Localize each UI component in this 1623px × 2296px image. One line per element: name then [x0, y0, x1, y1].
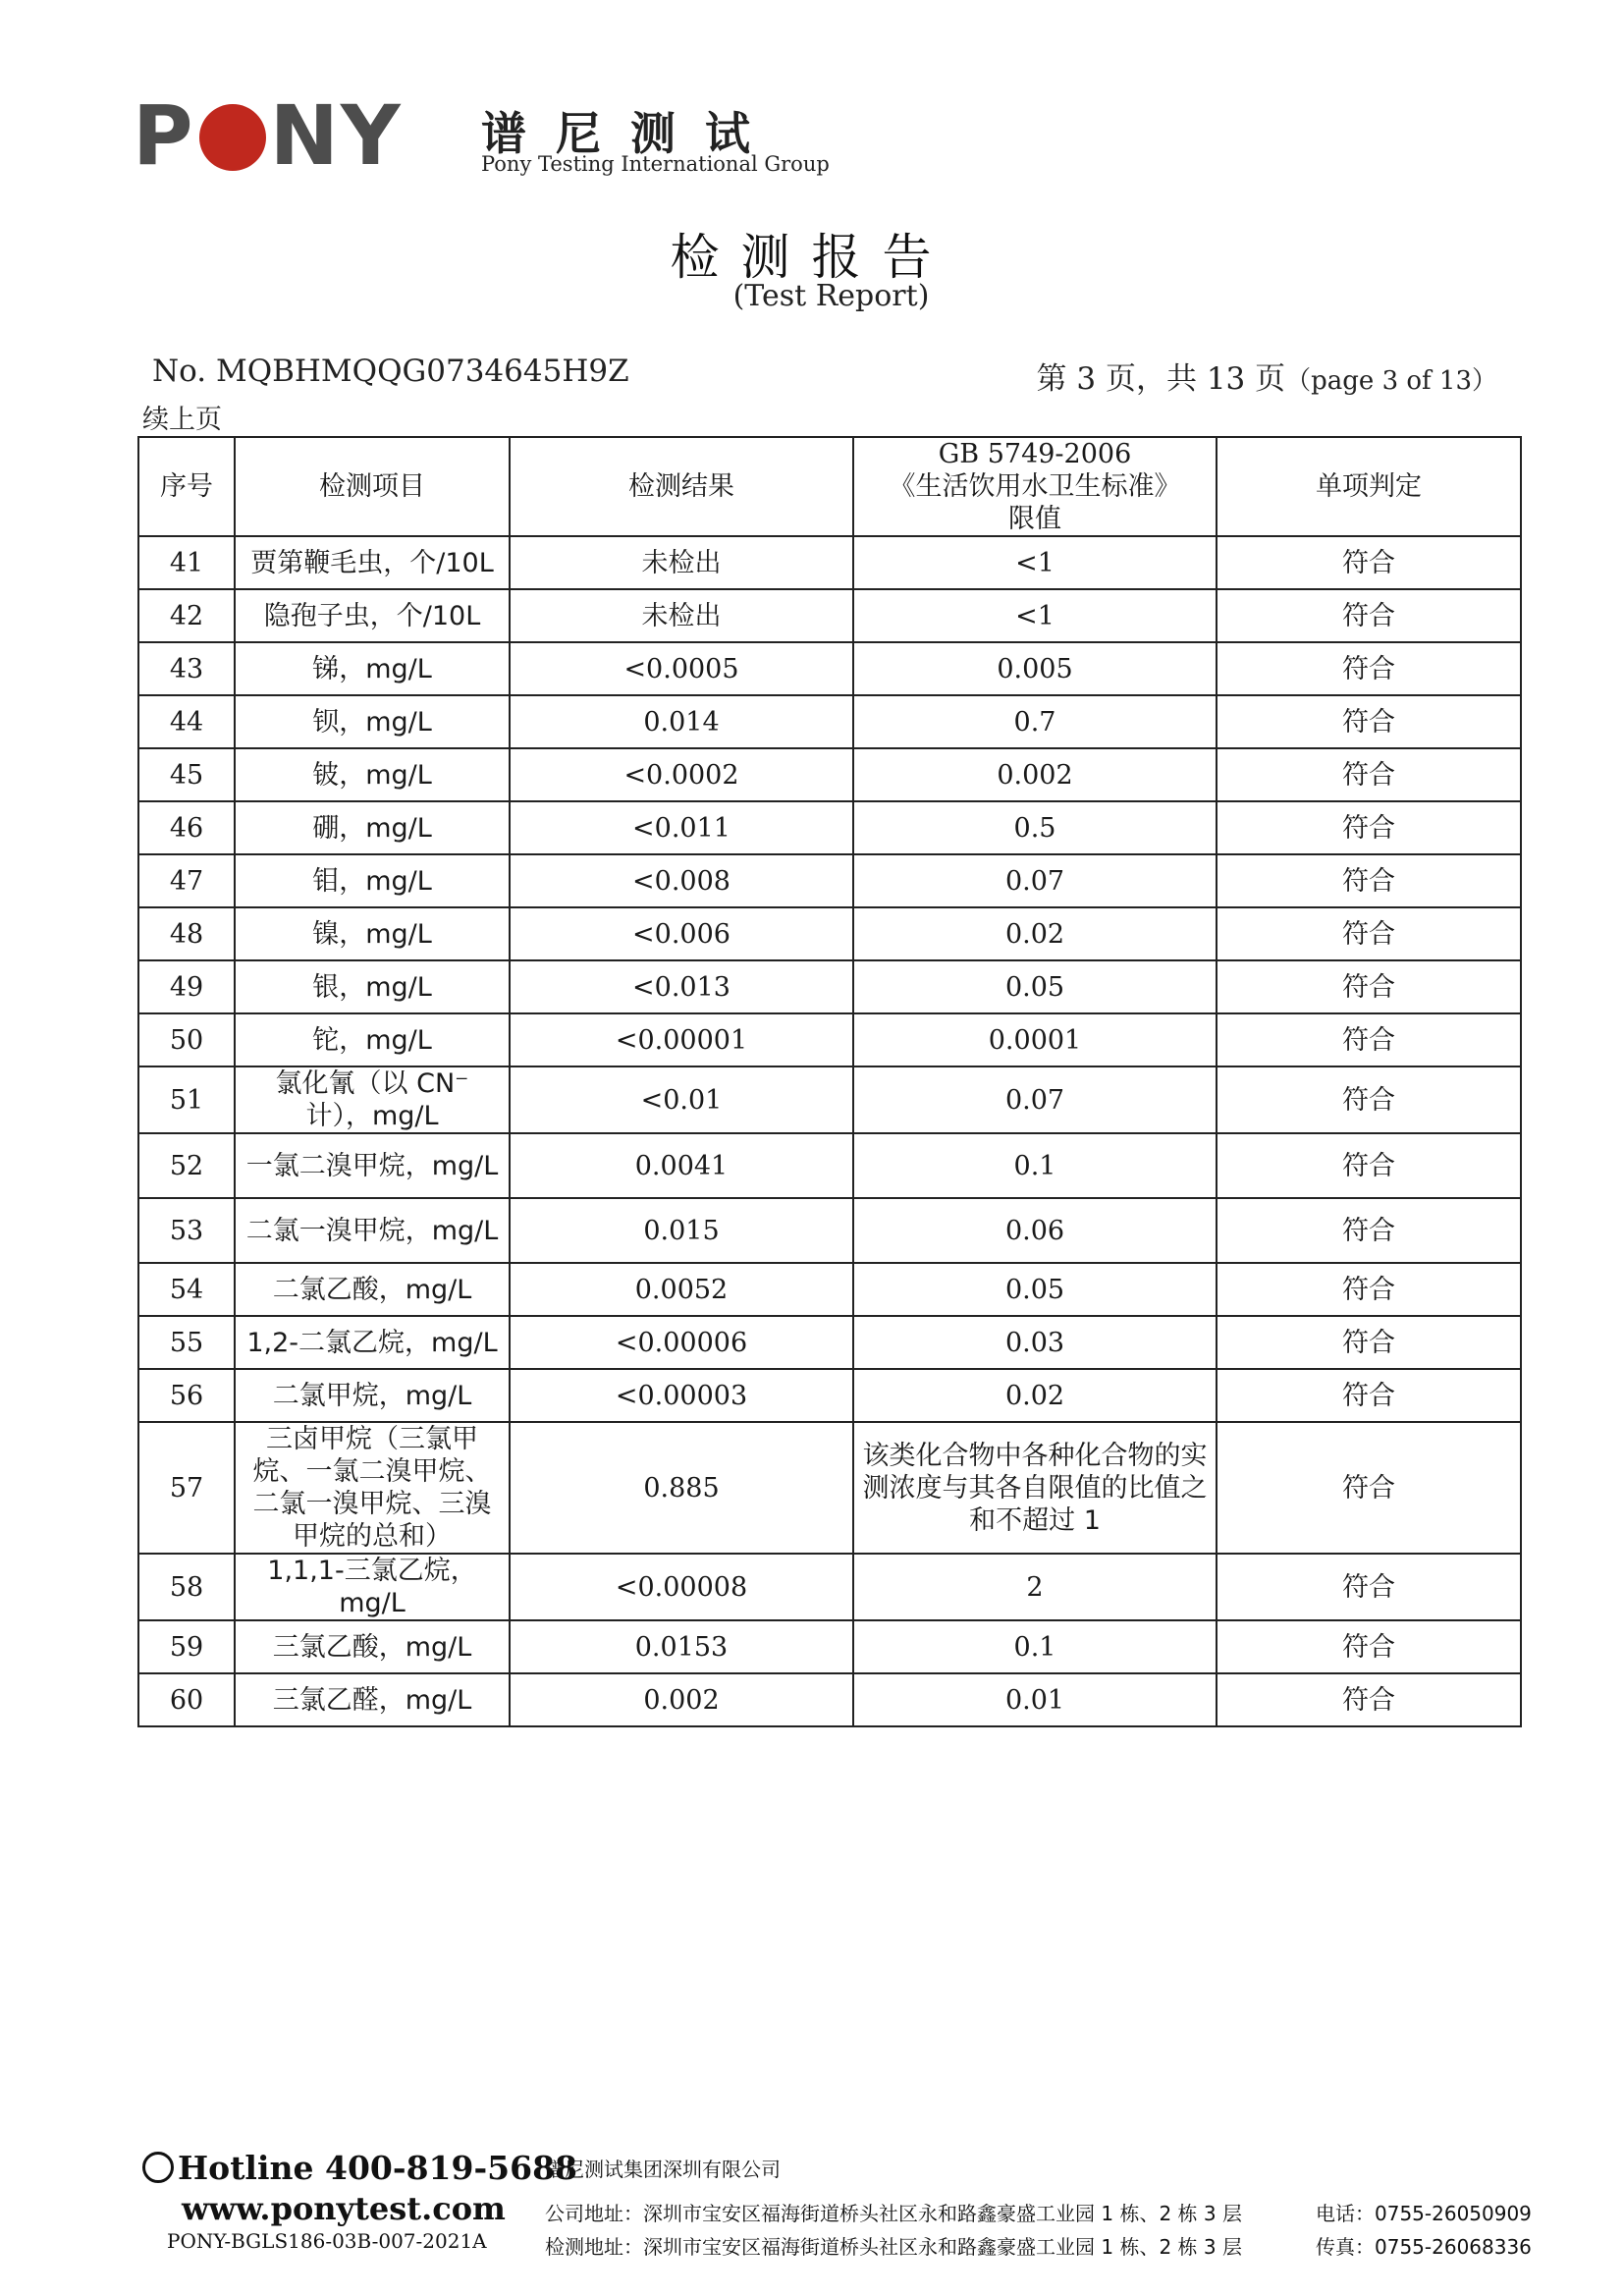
table-row	[138, 960, 1521, 1013]
table-row	[138, 589, 1521, 642]
cell-judgement: 符合	[1217, 1673, 1521, 1726]
hotline	[142, 2149, 577, 2187]
cell-judgement: 符合	[1217, 1422, 1521, 1554]
logo-dot	[199, 104, 266, 171]
cell-seq: 56	[138, 1369, 235, 1422]
hotline-text: Hotline 400-819-5688	[178, 2149, 577, 2187]
cell-limit: 0.01	[853, 1673, 1217, 1726]
cell-result: 0.015	[510, 1198, 853, 1263]
cell-seq: 55	[138, 1316, 235, 1369]
header-limit-label: 限值	[1008, 504, 1061, 534]
cell-seq: 54	[138, 1263, 235, 1316]
table-row	[138, 1066, 1521, 1133]
report-subtitle: (Test Report)	[732, 279, 930, 313]
cell-item: 钡，mg/L	[235, 695, 510, 748]
company-name-en: Pony Testing International Group	[481, 152, 830, 176]
footer-company: 谱尼测试集团深圳有限公司	[545, 2158, 781, 2181]
table-row	[138, 1013, 1521, 1066]
cell-limit: 2	[853, 1554, 1217, 1620]
table-row	[138, 1133, 1521, 1198]
table-row	[138, 1263, 1521, 1316]
cell-result: <0.00006	[510, 1316, 853, 1369]
table-row	[138, 854, 1521, 907]
cell-seq: 41	[138, 536, 235, 589]
cell-seq: 57	[138, 1422, 235, 1554]
cell-result: 0.002	[510, 1673, 853, 1726]
cell-seq: 53	[138, 1198, 235, 1263]
header-limit	[853, 437, 1217, 536]
cell-judgement: 符合	[1217, 1198, 1521, 1263]
company-logo	[133, 87, 403, 184]
cell-limit: <1	[853, 536, 1217, 589]
company-name-cn: 谱尼测试	[481, 107, 780, 160]
cell-seq: 51	[138, 1066, 235, 1133]
test-address: 检测地址：深圳市宝安区福海街道桥头社区永和路鑫豪盛工业园 1 栋、2 栋 3 层	[545, 2235, 1242, 2259]
cell-item: 铊，mg/L	[235, 1013, 510, 1066]
cell-limit: 0.07	[853, 1066, 1217, 1133]
cell-item: 贾第鞭毛虫，个/10L	[235, 536, 510, 589]
header-result: 检测结果	[510, 437, 853, 536]
cell-judgement: 符合	[1217, 1133, 1521, 1198]
cell-judgement: 符合	[1217, 589, 1521, 642]
cell-result: <0.006	[510, 907, 853, 960]
cell-item: 铍，mg/L	[235, 748, 510, 801]
cell-result: <0.0005	[510, 642, 853, 695]
cell-limit: 0.02	[853, 1369, 1217, 1422]
cell-seq: 48	[138, 907, 235, 960]
cell-result: 0.0052	[510, 1263, 853, 1316]
phone-icon	[142, 2152, 174, 2183]
cell-judgement: 符合	[1217, 854, 1521, 907]
cell-result: <0.0002	[510, 748, 853, 801]
cell-judgement: 符合	[1217, 1263, 1521, 1316]
table-row	[138, 1554, 1521, 1620]
cell-result: 0.0153	[510, 1620, 853, 1673]
cell-seq: 44	[138, 695, 235, 748]
cell-seq: 52	[138, 1133, 235, 1198]
table-row	[138, 642, 1521, 695]
table-row	[138, 1422, 1521, 1554]
cell-limit: 0.05	[853, 1263, 1217, 1316]
page-info-cn: 第 3 页，共 13 页	[1036, 361, 1286, 397]
cell-seq: 60	[138, 1673, 235, 1726]
cell-judgement: 符合	[1217, 748, 1521, 801]
header-seq: 序号	[138, 437, 235, 536]
cell-seq: 45	[138, 748, 235, 801]
page-info	[1037, 354, 1497, 398]
cell-result: <0.013	[510, 960, 853, 1013]
cell-limit: 0.06	[853, 1198, 1217, 1263]
table-row	[138, 748, 1521, 801]
cell-seq: 58	[138, 1554, 235, 1620]
company-address: 公司地址：深圳市宝安区福海街道桥头社区永和路鑫豪盛工业园 1 栋、2 栋 3 层	[545, 2202, 1242, 2225]
cell-limit: <1	[853, 589, 1217, 642]
cell-item: 三氯乙酸，mg/L	[235, 1620, 510, 1673]
cell-judgement: 符合	[1217, 1013, 1521, 1066]
cell-judgement: 符合	[1217, 1066, 1521, 1133]
cell-result: <0.011	[510, 801, 853, 854]
report-title: 检测报告	[670, 229, 953, 286]
results-table	[137, 436, 1522, 1727]
cell-item: 银，mg/L	[235, 960, 510, 1013]
cell-judgement: 符合	[1217, 1554, 1521, 1620]
cell-limit: 0.07	[853, 854, 1217, 907]
cell-item: 三卤甲烷（三氯甲烷、一氯二溴甲烷、二氯一溴甲烷、三溴甲烷的总和）	[235, 1422, 510, 1554]
cell-seq: 59	[138, 1620, 235, 1673]
cell-item: 钼，mg/L	[235, 854, 510, 907]
cell-seq: 46	[138, 801, 235, 854]
cell-result: <0.008	[510, 854, 853, 907]
table-body	[138, 536, 1521, 1726]
cell-judgement: 符合	[1217, 536, 1521, 589]
cell-limit: 0.03	[853, 1316, 1217, 1369]
continued-label: 续上页	[142, 405, 222, 435]
cell-item: 三氯乙醛，mg/L	[235, 1673, 510, 1726]
header-limit-standard: GB 5749-2006	[938, 439, 1132, 469]
table-row	[138, 1316, 1521, 1369]
cell-item: 二氯甲烷，mg/L	[235, 1369, 510, 1422]
cell-item: 锑，mg/L	[235, 642, 510, 695]
cell-seq: 42	[138, 589, 235, 642]
cell-item: 一氯二溴甲烷，mg/L	[235, 1133, 510, 1198]
cell-item: 二氯乙酸，mg/L	[235, 1263, 510, 1316]
table-row	[138, 1673, 1521, 1726]
table-row	[138, 1198, 1521, 1263]
cell-item: 硼，mg/L	[235, 801, 510, 854]
cell-judgement: 符合	[1217, 801, 1521, 854]
fax: 传真：0755-26068336	[1316, 2235, 1532, 2259]
header-limit-standard-name: 《生活饮用水卫生标准》	[889, 471, 1181, 502]
cell-limit: 0.02	[853, 907, 1217, 960]
cell-judgement: 符合	[1217, 1620, 1521, 1673]
cell-result: <0.01	[510, 1066, 853, 1133]
cell-result: <0.00008	[510, 1554, 853, 1620]
cell-item: 镍，mg/L	[235, 907, 510, 960]
website: www.ponytest.com	[182, 2190, 506, 2227]
cell-limit: 0.1	[853, 1133, 1217, 1198]
cell-result: 0.014	[510, 695, 853, 748]
cell-limit: 0.1	[853, 1620, 1217, 1673]
cell-item: 氯化氰（以 CN⁻ 计），mg/L	[235, 1066, 510, 1133]
table-row	[138, 536, 1521, 589]
cell-judgement: 符合	[1217, 642, 1521, 695]
cell-item: 隐孢子虫，个/10L	[235, 589, 510, 642]
table-row	[138, 1369, 1521, 1422]
cell-limit: 0.002	[853, 748, 1217, 801]
cell-result: 0.0041	[510, 1133, 853, 1198]
cell-seq: 47	[138, 854, 235, 907]
cell-judgement: 符合	[1217, 695, 1521, 748]
cell-seq: 50	[138, 1013, 235, 1066]
cell-result: <0.00001	[510, 1013, 853, 1066]
cell-limit: 该类化合物中各种化合物的实测浓度与其各自限值的比值之和不超过 1	[853, 1422, 1217, 1554]
logo-text: P NY	[133, 87, 403, 184]
cell-limit: 0.0001	[853, 1013, 1217, 1066]
page-info-en: （page 3 of 13）	[1285, 366, 1497, 396]
cell-judgement: 符合	[1217, 907, 1521, 960]
cell-limit: 0.005	[853, 642, 1217, 695]
cell-seq: 43	[138, 642, 235, 695]
header-item: 检测项目	[235, 437, 510, 536]
cell-judgement: 符合	[1217, 1369, 1521, 1422]
report-number: No. MQBHMQQG0734645H9Z	[152, 354, 629, 389]
table-row	[138, 695, 1521, 748]
table-row	[138, 907, 1521, 960]
cell-item: 二氯一溴甲烷，mg/L	[235, 1198, 510, 1263]
telephone: 电话：0755-26050909	[1316, 2202, 1532, 2225]
cell-item: 1,2-二氯乙烷，mg/L	[235, 1316, 510, 1369]
cell-result: 未检出	[510, 589, 853, 642]
table-header-row	[138, 437, 1521, 536]
cell-result: <0.00003	[510, 1369, 853, 1422]
cell-limit: 0.5	[853, 801, 1217, 854]
cell-limit: 0.05	[853, 960, 1217, 1013]
header-judgement: 单项判定	[1217, 437, 1521, 536]
cell-seq: 49	[138, 960, 235, 1013]
table-row	[138, 1620, 1521, 1673]
cell-judgement: 符合	[1217, 960, 1521, 1013]
cell-result: 未检出	[510, 536, 853, 589]
cell-item: 1,1,1-三氯乙烷，mg/L	[235, 1554, 510, 1620]
cell-judgement: 符合	[1217, 1316, 1521, 1369]
cell-result: 0.885	[510, 1422, 853, 1554]
cell-limit: 0.7	[853, 695, 1217, 748]
form-number: PONY-BGLS186-03B-007-2021A	[167, 2229, 487, 2253]
table-row	[138, 801, 1521, 854]
